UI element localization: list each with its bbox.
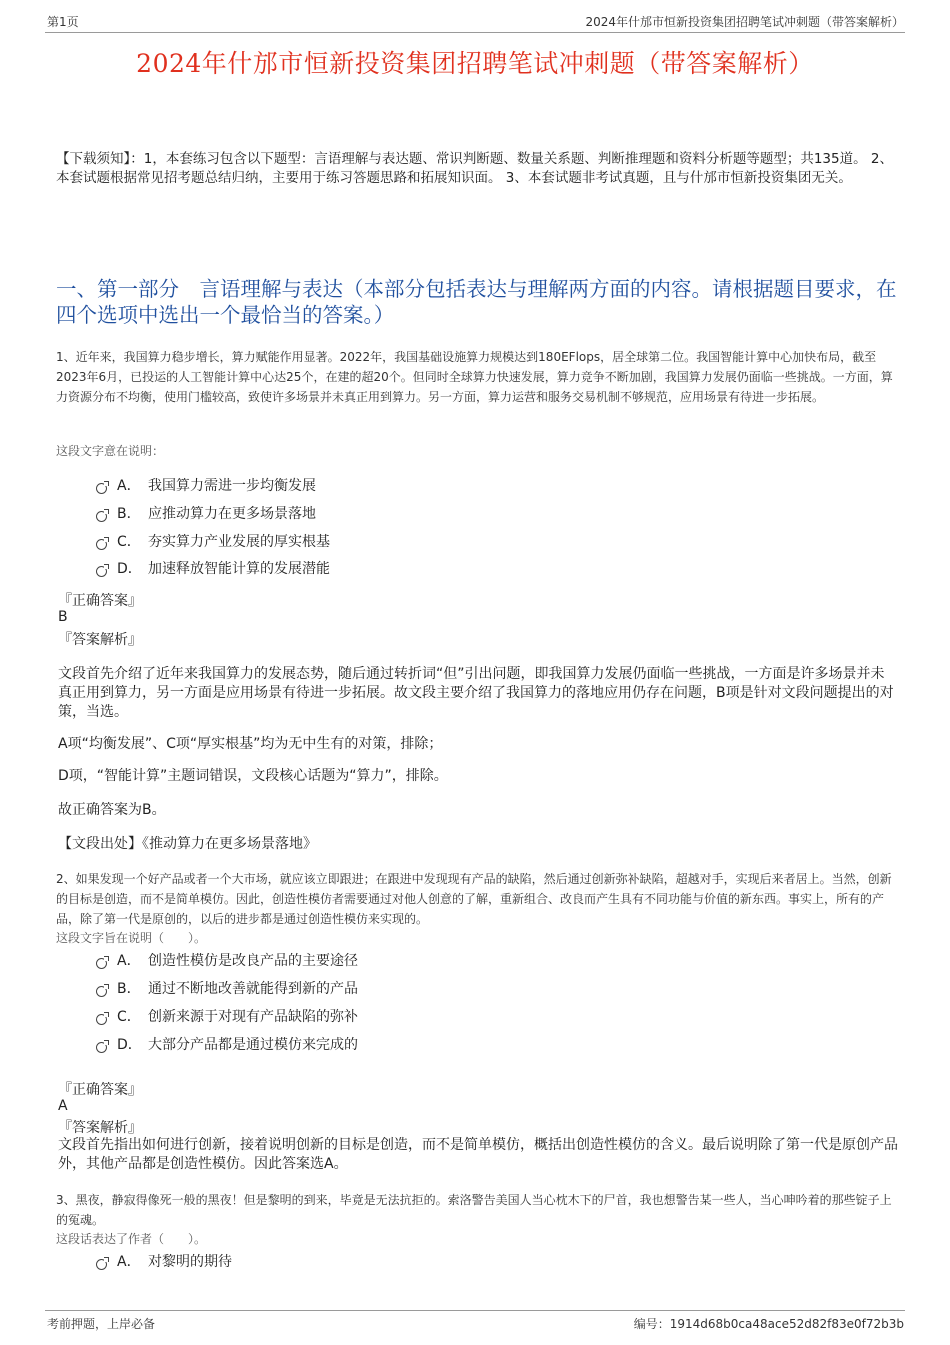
footer-slogan: 考前押题，上岸必备	[47, 1317, 156, 1331]
question-2-analysis-label: 『答案解析』	[58, 1120, 142, 1136]
footer-code-value: 1914d68b0ca48ace52d82f83e0f72b3b	[669, 1317, 904, 1331]
option-text: 夯实算力产业发展的厚实根基	[148, 534, 330, 550]
radio-icon[interactable]	[96, 986, 107, 997]
question-1-explanation-2: A项“均衡发展”、C项“厚实根基”均为无中生有的对策，排除；	[58, 736, 443, 752]
option-text: 我国算力需进一步均衡发展	[148, 478, 316, 494]
radio-icon[interactable]	[96, 1014, 107, 1025]
option-text: 通过不断地改善就能得到新的产品	[148, 981, 358, 997]
radio-icon[interactable]	[96, 539, 107, 550]
radio-icon[interactable]	[96, 511, 107, 522]
radio-icon[interactable]	[96, 483, 107, 494]
question-1-prompt: 这段文字意在说明：	[56, 444, 165, 458]
option-text: 创造性模仿是改良产品的主要途径	[148, 953, 358, 969]
footer-rule	[45, 1310, 905, 1311]
header-doc-title: 2024年什邡市恒新投资集团招聘笔试冲刺题（带答案解析）	[585, 15, 904, 29]
option-letter: A．	[117, 1254, 141, 1270]
radio-icon[interactable]	[96, 566, 107, 577]
option-text: 对黎明的期待	[148, 1254, 232, 1270]
option-letter: A．	[117, 953, 141, 969]
question-1-option-c[interactable]	[96, 530, 330, 552]
question-1-option-a[interactable]	[96, 474, 316, 496]
option-letter: D．	[117, 561, 142, 577]
download-notice: 【下载须知】：1，本套练习包含以下题型：言语理解与表达题、常识判断题、数量关系题、判断推理题和资料分析题等题型；共135道。 2、本套试题根据常见招考题总结归纳，主要用于练习答题思路和拓展知识面。 3、本套试题非考试真题，且与什邡市恒新投资集团无关。	[56, 151, 893, 186]
question-1-correct-label: 『正确答案』	[58, 593, 142, 609]
option-letter: D．	[117, 1037, 142, 1053]
radio-icon[interactable]	[96, 1042, 107, 1053]
question-2-option-c[interactable]	[96, 1005, 358, 1027]
footer-code-label: 编号：	[633, 1317, 670, 1331]
question-3-text: 3、黑夜，静寂得像死一般的黑夜！但是黎明的到来，毕竟是无法抗拒的。索洛警告美国人当心枕木下的尸首，我也想警告某一些人，当心呻吟着的那些锭子上的冤魂。	[56, 1193, 892, 1227]
question-1-explanation-3: D项，“智能计算”主题词错误，文段核心话题为“算力”，排除。	[58, 768, 448, 784]
question-2-explanation: 文段首先指出如何进行创新，接着说明创新的目标是创造，而不是简单模仿，概括出创造性模仿的含义。最后说明除了第一代是原创产品外，其他产品都是创造性模仿。因此答案选A。	[58, 1137, 898, 1172]
question-2-prompt: 这段文字旨在说明（ ）。	[56, 931, 207, 945]
footer-code	[634, 1315, 904, 1332]
section-heading: 一、第一部分 言语理解与表达（本部分包括表达与理解两方面的内容。请根据题目要求，在四个选项中选出一个最恰当的答案。）	[56, 277, 897, 327]
question-2-option-b[interactable]	[96, 977, 358, 999]
header-rule	[45, 32, 905, 33]
question-1-answer: B	[58, 609, 68, 625]
question-1-option-d[interactable]	[96, 557, 330, 579]
question-1-source: 【文段出处】《推动算力在更多场景落地》	[58, 836, 317, 852]
option-letter: C．	[117, 534, 141, 550]
question-2-text: 2、如果发现一个好产品或者一个大市场，就应该立即跟进；在跟进中发现现有产品的缺陷，然后通过创新弥补缺陷，超越对手，实现后来者居上。当然，创新的目标是创造，而不是简单模仿。因此，创造性模仿者需要通过对他人创意的了解，重新组合、改良而产生具有不同功能与价值的新东西。事实上，所有的产品，除了第一代是原创的，以后的进步都是通过创造性模仿来实现的。	[56, 872, 892, 926]
page-title: 2024年什邡市恒新投资集团招聘笔试冲刺题（带答案解析）	[136, 49, 814, 78]
option-letter: C．	[117, 1009, 141, 1025]
page-number: 第1页	[47, 15, 79, 29]
question-1-option-b[interactable]	[96, 502, 316, 524]
option-letter: A．	[117, 478, 141, 494]
option-text: 大部分产品都是通过模仿来完成的	[148, 1037, 358, 1053]
option-text: 加速释放智能计算的发展潜能	[148, 561, 330, 577]
question-2-option-d[interactable]	[96, 1033, 358, 1055]
question-2-option-a[interactable]	[96, 949, 358, 971]
question-1-analysis-label: 『答案解析』	[58, 632, 142, 648]
radio-icon[interactable]	[96, 958, 107, 969]
question-1-explanation-4: 故正确答案为B。	[58, 802, 166, 818]
option-letter: B．	[117, 981, 141, 997]
question-3-prompt: 这段话表达了作者（ ）。	[56, 1232, 207, 1246]
question-2-correct-label: 『正确答案』	[58, 1082, 142, 1098]
question-2-answer: A	[58, 1098, 68, 1114]
option-text: 创新来源于对现有产品缺陷的弥补	[148, 1009, 358, 1025]
question-1-text: 1、近年来，我国算力稳步增长，算力赋能作用显著。2022年，我国基础设施算力规模达到180EFlops，居全球第二位。我国智能计算中心加快布局，截至2023年6月，已投运的人工智能计算中心达25个，在建的超20个。但同时全球算力快速发展，算力竞争不断加剧，我国算力发展仍面临一些挑战。一方面，算力资源分布不均衡，使用门槛较高，致使许多场景并未真正用到算力。另一方面，算力运营和服务交易机制不够规范，应用场景有待进一步拓展。	[56, 350, 893, 404]
option-letter: B．	[117, 506, 141, 522]
option-text: 应推动算力在更多场景落地	[148, 506, 316, 522]
question-1-explanation-1: 文段首先介绍了近年来我国算力的发展态势，随后通过转折词“但”引出问题，即我国算力发展仍面临一些挑战，一方面是许多场景并未真正用到算力，另一方面是应用场景有待进一步拓展。故文段主要介绍了我国算力的落地应用仍存在问题，B项是针对文段问题提出的对策，当选。	[58, 666, 894, 720]
question-3-option-a[interactable]	[96, 1250, 232, 1272]
radio-icon[interactable]	[96, 1259, 107, 1270]
